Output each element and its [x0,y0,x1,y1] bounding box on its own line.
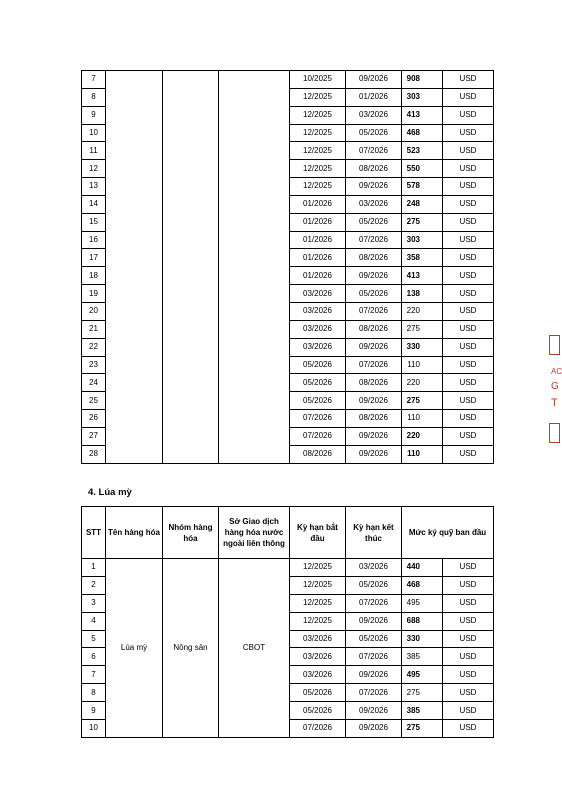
cell-end-term: 07/2026 [346,302,402,320]
cell-end-term: 07/2026 [346,231,402,249]
cell-currency: USD [443,594,494,612]
cell-margin-value: 275 [402,213,443,231]
cell-start-term: 12/2025 [290,559,346,577]
cell-end-term: 09/2026 [346,178,402,196]
cell-commodity-name [106,71,163,464]
cell-stt: 8 [82,684,106,702]
cell-end-term: 05/2026 [346,213,402,231]
cell-start-term: 07/2026 [290,720,346,738]
stamp-box-top [549,335,560,355]
cell-start-term: 12/2025 [290,124,346,142]
cell-end-term: 09/2026 [346,720,402,738]
cell-currency: USD [443,160,494,178]
cell-end-term: 07/2026 [346,142,402,160]
cell-end-term: 09/2026 [346,702,402,720]
cell-currency: USD [443,88,494,106]
cell-stt: 11 [82,142,106,160]
cell-end-term: 03/2026 [346,106,402,124]
cell-start-term: 05/2026 [290,374,346,392]
cell-commodity-group: Nông sản [163,559,219,738]
cell-currency: USD [443,427,494,445]
table-row [82,71,494,89]
cell-stt: 10 [82,720,106,738]
cell-start-term: 12/2025 [290,612,346,630]
cell-currency: USD [443,392,494,410]
cell-stt: 4 [82,612,106,630]
cell-stt: 27 [82,427,106,445]
cell-currency: USD [443,124,494,142]
cell-start-term: 12/2025 [290,160,346,178]
cell-start-term: 12/2025 [290,178,346,196]
cell-margin-value: 220 [402,427,443,445]
cell-commodity-group [163,71,219,464]
cell-stt: 8 [82,88,106,106]
cell-margin-value: 275 [402,392,443,410]
cell-end-term: 09/2026 [346,71,402,89]
cell-end-term: 09/2026 [346,427,402,445]
cell-start-term: 12/2025 [290,88,346,106]
cell-end-term: 08/2026 [346,410,402,428]
cell-start-term: 08/2026 [290,445,346,463]
red-stamp-fragment [551,335,561,445]
cell-margin-value: 275 [402,720,443,738]
cell-start-term: 12/2025 [290,576,346,594]
stamp-text-1: AC [551,367,562,376]
cell-start-term: 05/2026 [290,392,346,410]
stamp-box-bottom [549,423,560,443]
cell-margin-value: 385 [402,648,443,666]
cell-currency: USD [443,648,494,666]
cell-stt: 12 [82,160,106,178]
cell-start-term: 03/2026 [290,630,346,648]
cell-stt: 9 [82,702,106,720]
cell-commodity-name: Lúa mỳ [106,559,163,738]
cell-currency: USD [443,195,494,213]
cell-currency: USD [443,410,494,428]
cell-start-term: 03/2026 [290,285,346,303]
margin-table-continued [81,70,494,464]
cell-start-term: 12/2025 [290,594,346,612]
cell-end-term: 09/2026 [346,612,402,630]
cell-margin-value: 908 [402,71,443,89]
cell-margin-value: 248 [402,195,443,213]
cell-stt: 20 [82,302,106,320]
cell-stt: 3 [82,594,106,612]
cell-stt: 7 [82,71,106,89]
cell-end-term: 08/2026 [346,249,402,267]
cell-stt: 25 [82,392,106,410]
cell-end-term: 07/2026 [346,356,402,374]
cell-currency: USD [443,356,494,374]
cell-currency: USD [443,720,494,738]
header-start-term: Kỳ hạn bắt đầu [290,507,346,559]
cell-end-term: 03/2026 [346,195,402,213]
cell-stt: 21 [82,320,106,338]
cell-currency: USD [443,630,494,648]
cell-currency: USD [443,267,494,285]
cell-currency: USD [443,320,494,338]
cell-stt: 23 [82,356,106,374]
cell-currency: USD [443,249,494,267]
cell-stt: 7 [82,666,106,684]
header-stt: STT [82,507,106,559]
cell-currency: USD [443,374,494,392]
cell-end-term: 08/2026 [346,160,402,178]
cell-margin-value: 110 [402,445,443,463]
cell-margin-value: 275 [402,320,443,338]
cell-start-term: 05/2026 [290,356,346,374]
cell-end-term: 05/2026 [346,285,402,303]
cell-margin-value: 220 [402,374,443,392]
cell-end-term: 03/2026 [346,559,402,577]
header-exchange: Sở Giao dịch hàng hóa nước ngoài liên thông [219,507,290,559]
cell-start-term: 01/2026 [290,231,346,249]
cell-margin-value: 688 [402,612,443,630]
stamp-text-2: G [551,381,559,392]
cell-start-term: 12/2025 [290,142,346,160]
cell-margin-value: 578 [402,178,443,196]
cell-stt: 6 [82,648,106,666]
cell-margin-value: 138 [402,285,443,303]
cell-margin-value: 495 [402,594,443,612]
cell-margin-value: 303 [402,231,443,249]
cell-currency: USD [443,612,494,630]
cell-margin-value: 330 [402,338,443,356]
cell-end-term: 09/2026 [346,445,402,463]
cell-currency: USD [443,231,494,249]
cell-stt: 10 [82,124,106,142]
cell-currency: USD [443,285,494,303]
cell-start-term: 03/2026 [290,338,346,356]
cell-start-term: 03/2026 [290,648,346,666]
cell-stt: 1 [82,559,106,577]
cell-stt: 15 [82,213,106,231]
cell-stt: 13 [82,178,106,196]
cell-currency: USD [443,178,494,196]
cell-currency: USD [443,302,494,320]
cell-stt: 22 [82,338,106,356]
cell-currency: USD [443,71,494,89]
cell-margin-value: 468 [402,576,443,594]
cell-margin-value: 110 [402,356,443,374]
cell-exchange [219,71,290,464]
cell-margin-value: 110 [402,410,443,428]
cell-margin-value: 303 [402,88,443,106]
cell-stt: 28 [82,445,106,463]
cell-end-term: 09/2026 [346,267,402,285]
cell-start-term: 05/2026 [290,684,346,702]
cell-stt: 24 [82,374,106,392]
cell-stt: 18 [82,267,106,285]
cell-end-term: 05/2026 [346,124,402,142]
cell-end-term: 09/2026 [346,392,402,410]
cell-end-term: 07/2026 [346,594,402,612]
cell-start-term: 01/2026 [290,249,346,267]
cell-margin-value: 440 [402,559,443,577]
stamp-text-3: T [551,397,558,409]
section-title: 4. Lúa mỳ [88,487,132,498]
cell-start-term: 03/2026 [290,302,346,320]
cell-currency: USD [443,702,494,720]
cell-currency: USD [443,576,494,594]
cell-start-term: 10/2025 [290,71,346,89]
cell-stt: 9 [82,106,106,124]
cell-end-term: 08/2026 [346,374,402,392]
cell-start-term: 12/2025 [290,106,346,124]
table-row [82,559,494,577]
cell-currency: USD [443,106,494,124]
cell-end-term: 07/2026 [346,648,402,666]
cell-currency: USD [443,684,494,702]
cell-start-term: 01/2026 [290,213,346,231]
cell-margin-value: 220 [402,302,443,320]
cell-start-term: 01/2026 [290,267,346,285]
cell-margin-value: 468 [402,124,443,142]
cell-currency: USD [443,142,494,160]
cell-currency: USD [443,445,494,463]
cell-start-term: 07/2026 [290,427,346,445]
cell-stt: 26 [82,410,106,428]
cell-stt: 5 [82,630,106,648]
cell-currency: USD [443,338,494,356]
cell-margin-value: 495 [402,666,443,684]
cell-margin-value: 275 [402,684,443,702]
cell-end-term: 01/2026 [346,88,402,106]
cell-currency: USD [443,666,494,684]
cell-currency: USD [443,559,494,577]
cell-end-term: 07/2026 [346,684,402,702]
cell-end-term: 09/2026 [346,338,402,356]
cell-stt: 17 [82,249,106,267]
cell-end-term: 05/2026 [346,576,402,594]
cell-margin-value: 385 [402,702,443,720]
cell-start-term: 05/2026 [290,702,346,720]
cell-margin-value: 523 [402,142,443,160]
cell-end-term: 09/2026 [346,666,402,684]
cell-end-term: 08/2026 [346,320,402,338]
cell-margin-value: 550 [402,160,443,178]
cell-margin-value: 330 [402,630,443,648]
cell-start-term: 01/2026 [290,195,346,213]
cell-margin-value: 358 [402,249,443,267]
cell-currency: USD [443,213,494,231]
cell-start-term: 07/2026 [290,410,346,428]
wheat-margin-table [81,506,494,738]
header-commodity-name: Tên hàng hóa [106,507,163,559]
header-end-term: Kỳ hạn kết thúc [346,507,402,559]
cell-start-term: 03/2026 [290,320,346,338]
cell-margin-value: 413 [402,267,443,285]
header-commodity-group: Nhóm hàng hóa [163,507,219,559]
cell-exchange: CBOT [219,559,290,738]
cell-stt: 19 [82,285,106,303]
cell-stt: 14 [82,195,106,213]
cell-stt: 16 [82,231,106,249]
cell-end-term: 05/2026 [346,630,402,648]
table-header-row [82,507,494,559]
cell-start-term: 03/2026 [290,666,346,684]
header-initial-margin: Mức ký quỹ ban đầu [402,507,494,559]
cell-stt: 2 [82,576,106,594]
cell-margin-value: 413 [402,106,443,124]
